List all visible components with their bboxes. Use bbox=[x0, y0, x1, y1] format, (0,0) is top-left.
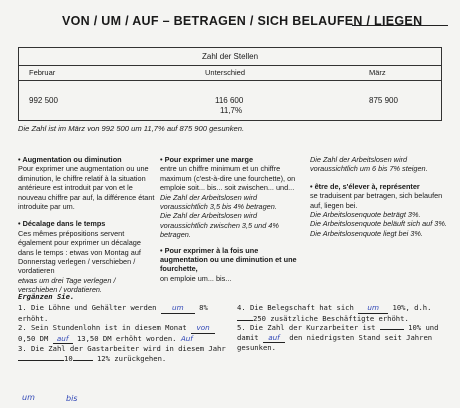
item-2-text: 2. Sein Stundenlohn ist in diesem Monat bbox=[18, 323, 187, 333]
explanation-column-1: • Augmentation ou diminution Pour exprimer une augmentation ou une diminution, le chiffre relatif à la situation antérieure est introduit par von et le nouveau chiffre par auf, la différence étant introduite par um. • Décalage dans le temps Ces mêmes prépositions servent également pour exprimer un décalage dans le temps : etwas von Montag auf Donnerstag verlegen / verschieben / vordatieren etwas um drei Tage verlegen / verschieben / vordatieren. bbox=[18, 155, 155, 295]
table-caption: Die Zahl ist im März von 992 500 um 11,7% auf 875 900 gesunken. bbox=[18, 124, 245, 133]
exercise-right bbox=[237, 303, 438, 353]
item-3-end: 12% zurückgehen. bbox=[96, 353, 167, 363]
val-february: 992 500 bbox=[29, 96, 58, 105]
title-rule bbox=[352, 25, 448, 26]
handwritten-um: um bbox=[22, 393, 35, 402]
answer-2c: Auf bbox=[180, 333, 193, 343]
answer-4[interactable]: um bbox=[367, 303, 379, 312]
item-1-end: erhöht. bbox=[18, 313, 49, 323]
heading-fourchette: Pour exprimer à la fois une augmentation ou une diminution et une fourchette, bbox=[160, 245, 297, 274]
stats-table bbox=[18, 47, 442, 121]
text-augmentation: Pour exprimer une augmentation ou une diminution, le chiffre relatif à la situation antérieure est introduit par von et le nouveau chiffre par auf, la différence étant introduite par um. bbox=[18, 164, 155, 212]
item-4-end: 250 zusätzliche Beschäftigte erhöht. bbox=[253, 313, 409, 323]
heading-augmentation: Augmentation ou diminution bbox=[22, 155, 122, 164]
answer-5[interactable]: auf bbox=[268, 332, 280, 342]
item-5-stand: den niedrigsten Stand seit Jahren bbox=[289, 332, 433, 342]
item-5-value: 10% und bbox=[408, 323, 439, 333]
heading-etre-de: être de, s'élever à, représenter bbox=[314, 181, 420, 191]
item-2-end: 13,50 DM erhöht worden. bbox=[76, 333, 177, 343]
table-columns bbox=[19, 65, 441, 81]
answer-1[interactable]: um bbox=[172, 303, 184, 312]
answer-2b[interactable]: auf bbox=[56, 333, 69, 343]
heading-decalage: Décalage dans le temps bbox=[22, 219, 106, 229]
exercise-left bbox=[18, 303, 226, 364]
example-liegen: Die Arbeitslosenquote liegt bei 3%. bbox=[310, 228, 423, 238]
text-fourchette: on emploie um... bis... bbox=[160, 273, 232, 283]
item-1-value: 8% bbox=[199, 303, 208, 312]
text-etre-de: se traduisent par betragen, sich belaufen auf, liegen bei. bbox=[310, 191, 443, 210]
item-1-text: 1. Die Löhne und Gehälter werden bbox=[18, 303, 157, 312]
example-belaufen: Die Arbeitslosenquote beläuft sich auf 3%. bbox=[310, 219, 447, 229]
item-5-end: gesunken. bbox=[237, 343, 276, 353]
col-difference: Unterschied bbox=[205, 68, 246, 77]
text-marge: entre un chiffre minimum et un chiffre maximum (c'est-à-dire une fourchette), on emploie soit... bis... soit zwischen... und... bbox=[160, 164, 296, 193]
heading-marge: Pour exprimer une marge bbox=[164, 155, 253, 164]
val-difference-pct: 11,7% bbox=[220, 106, 243, 115]
exercise-heading: Ergänzen Sie. bbox=[18, 292, 75, 301]
item-5-text: 5. Die Zahl der Kurzarbeiter ist bbox=[237, 323, 376, 333]
handwritten-bis: bis bbox=[66, 394, 78, 403]
text-decalage-example: etwas um drei Tage verlegen / verschieben / vordatieren. bbox=[18, 275, 116, 295]
item-3-value: 10 bbox=[64, 353, 73, 363]
explanation-column-2: • Pour exprimer une marge entre un chiffre minimum et un chiffre maximum (c'est-à-dire une fourchette), on emploie soit... bis... soit zwischen... und... Die Zahl der Arbeitslosen wird voraussichtlich 3,5 bis 4% betragen. Die Zahl der Arbeitslosen wird voraussichtlich zwischen 3,5 und 4% betragen. • Pour exprimer à la fois une augmentation ou une diminution et une fourchette, on emploie um... bis... bbox=[160, 155, 300, 283]
answer-2a[interactable]: von bbox=[196, 323, 210, 333]
example-marge-1: Die Zahl der Arbeitslosen wird voraussichtlich 3,5 bis 4% betragen. bbox=[160, 192, 277, 212]
example-betragen: Die Arbeitslosenquote beträgt 3%. bbox=[310, 210, 421, 220]
explanation-column-3: Die Zahl der Arbeitslosen wird voraussichtlich um 6 bis 7% steigen. • être de, s'élever à, représenter se traduisent par betragen, sich belaufen auf, liegen bei. Die Arbeitslosenquote beträgt 3%. Die Arbeitslosenquote beläuft sich auf 3%. Die Arbeitslosenquote liegt bei 3%. bbox=[310, 155, 450, 238]
item-4-value: 10%, d.h. bbox=[392, 303, 432, 312]
val-difference: 116 600 bbox=[215, 96, 244, 105]
example-marge-2: Die Zahl der Arbeitslosen wird voraussichtlich zwischen 3,5 und 4% betragen. bbox=[160, 211, 279, 240]
col-february: Februar bbox=[29, 68, 56, 77]
item-4-text: 4. Die Belegschaft hat sich bbox=[237, 303, 354, 312]
item-3-text: 3. Die Zahl der Gastarbeiter wird in diesem Jahr bbox=[18, 344, 226, 354]
col-march: März bbox=[369, 68, 386, 77]
example-fourchette: Die Zahl der Arbeitslosen wird voraussichtlich um 6 bis 7% steigen. bbox=[310, 155, 428, 174]
table-heading: Zahl der Stellen bbox=[19, 48, 441, 66]
item-5-damit: damit bbox=[237, 332, 259, 342]
val-march: 875 900 bbox=[369, 96, 398, 105]
page-title: VON / UM / AUF – BETRAGEN / SICH BELAUFEN / LIEGEN bbox=[62, 14, 423, 28]
text-decalage: Ces mêmes prépositions servent également pour exprimer un décalage dans le temps : etwas von Montag auf Donnerstag verlegen / verschieben / vordatieren bbox=[18, 228, 141, 276]
item-2-value: 0,50 DM bbox=[18, 333, 49, 343]
